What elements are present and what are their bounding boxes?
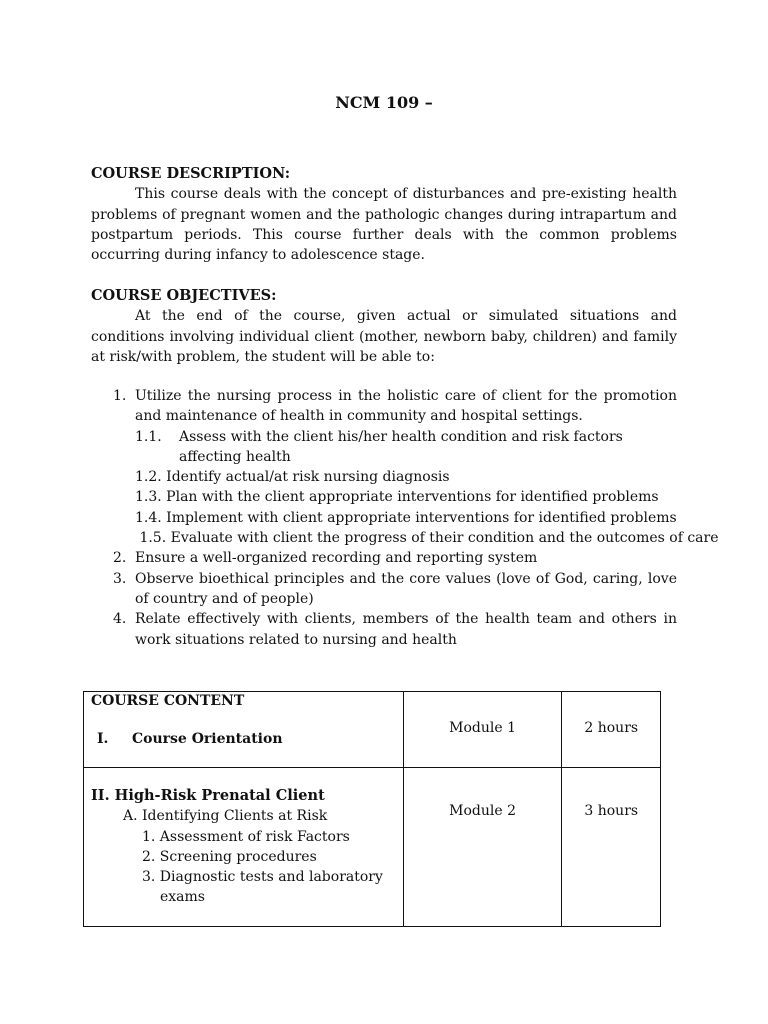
course-description-section xyxy=(91,164,677,265)
list-number: 3. xyxy=(113,570,127,587)
table-cell-module xyxy=(403,768,562,927)
list-item xyxy=(91,386,677,427)
objectives-list xyxy=(91,386,719,650)
list-item-text: Relate effectively with clients, members of the health team and others in work situations related to nursing and health xyxy=(135,611,677,648)
course-content-heading: COURSE CONTENT xyxy=(91,693,245,709)
list-item: 2. Screening procedures xyxy=(142,848,317,865)
list-item: 1. Assessment of risk Factors xyxy=(142,828,350,845)
course-description-heading: COURSE DESCRIPTION: xyxy=(91,165,291,182)
list-item xyxy=(91,609,677,650)
sub-heading: A. Identifying Clients at Risk xyxy=(123,808,328,825)
list-item xyxy=(91,548,677,568)
table-cell-hours xyxy=(562,692,661,768)
topic-number: I. xyxy=(97,731,109,747)
hours-label: 2 hours xyxy=(584,720,639,736)
course-description-text: This course deals with the concept of disturbances and pre-existing health problems of pregnant women and the pathologic changes during intrapartum and postpartum periods. This course further deals with the common problems occurring during infancy to adolescence stage. xyxy=(91,186,677,264)
module-label: Module 1 xyxy=(449,720,516,736)
list-item: 3. Diagnostic tests and laboratory xyxy=(142,869,383,886)
page-title: NCM 109 – xyxy=(335,93,433,112)
list-number: 1. xyxy=(113,388,127,404)
hours-label: 3 hours xyxy=(584,803,639,819)
table-cell-module xyxy=(403,692,562,768)
sub-list-item xyxy=(91,427,677,468)
list-number: 4. xyxy=(113,611,127,628)
sub-list-item-text: Assess with the client his/her health condition and risk factors affecting health xyxy=(179,428,623,465)
list-item-text: Ensure a well-organized recording and reporting system xyxy=(135,550,538,567)
list-item xyxy=(91,569,677,610)
table-cell-topic xyxy=(84,692,404,768)
list-item-text: Observe bioethical principles and the core values (love of God, caring, love of country and of people) xyxy=(135,570,677,607)
topic-title: Course Orientation xyxy=(132,731,283,747)
sub-list-item: 1.3. Plan with the client appropriate interventions for identified problems xyxy=(135,489,659,506)
sub-list-item: 1.2. Identify actual/at risk nursing diagnosis xyxy=(135,469,450,486)
sub-list-item: 1.5. Evaluate with client the progress of their condition and the outcomes of care xyxy=(135,530,719,547)
list-number: 2. xyxy=(113,550,127,567)
table-row xyxy=(84,768,661,927)
list-item-continued: exams xyxy=(160,889,205,906)
table-row xyxy=(84,692,661,768)
sub-list-number: 1.1. xyxy=(135,428,162,445)
topic-title: II. High-Risk Prenatal Client xyxy=(91,787,325,804)
course-objectives-intro: At the end of the course, given actual or simulated situations and conditions involving individual client (mother, newborn baby, children) and family at risk/with problem, the student will be able to: xyxy=(91,308,677,365)
sub-list-item: 1.4. Implement with client appropriate interventions for identified problems xyxy=(135,509,677,526)
module-label: Module 2 xyxy=(449,803,516,819)
course-content-table xyxy=(83,691,661,927)
table-cell-hours xyxy=(562,768,661,927)
list-item-text: Utilize the nursing process in the holistic care of client for the promotion and maintenance of health in community and hospital settings. xyxy=(135,388,677,425)
table-cell-topic xyxy=(84,768,404,927)
course-objectives-heading: COURSE OBJECTIVES: xyxy=(91,287,277,304)
course-objectives-section xyxy=(91,286,677,367)
